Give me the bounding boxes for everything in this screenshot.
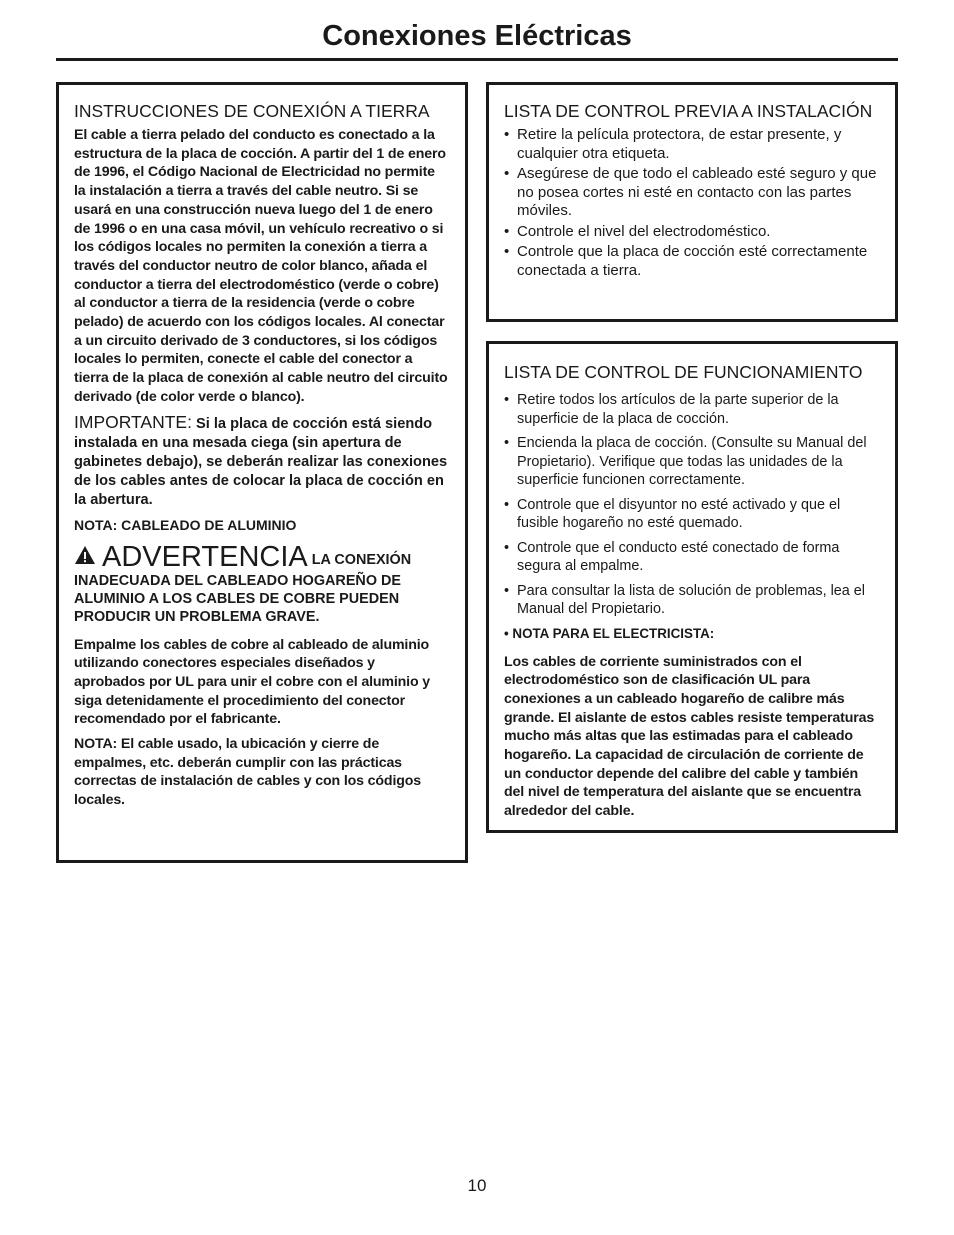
list-item: • Retire todos los artículos de la parte superior de la superficie de la placa de cocción. <box>504 392 839 427</box>
operation-checklist-box <box>486 341 898 833</box>
installation-note: NOTA: El cable usado, la ubicación y cierre de empalmes, etc. deberán cumplir con las prácticas correctas de instalación de cables y con los códigos locales. <box>74 736 422 809</box>
warning-heading: ADVERTENCIA <box>102 540 308 573</box>
grounding-instructions-box <box>56 82 468 863</box>
aluminum-wiring-note: NOTA: CABLEADO DE ALUMINIO <box>74 516 297 533</box>
page-title: Conexiones Eléctricas <box>322 20 632 52</box>
warning-block <box>74 542 449 626</box>
page-number: 10 <box>467 1176 487 1195</box>
list-item: • Controle que la placa de cocción esté correctamente conectada a tierra. <box>504 243 868 279</box>
list-item: • Para consultar la lista de solución de problemas, lea el Manual del Propietario. <box>504 582 865 617</box>
preinstall-checklist <box>504 126 879 280</box>
list-item: • Controle el nivel del electrodoméstico. <box>504 222 771 240</box>
list-item: • Asegúrese de que todo el cableado esté seguro y que no posea cortes ni esté en contacto con las partes móviles. <box>504 165 877 219</box>
grounding-instructions-title: INSTRUCCIONES DE CONEXIÓN A TIERRA <box>74 101 430 121</box>
electrician-note-text: Los cables de corriente suministrados con el electrodoméstico son de clasificación UL para conexiones a un cableado hogareño de calibre más grande. El aislante de estos cables resiste temperaturas mucho más altas que las estimadas para el cableado hogareño. La capacidad de circulación de corriente de un conductor depende del calibre del cable y también del nivel de temperatura del aislante que se encuentra alrededor del cable. <box>504 653 875 820</box>
operation-checklist-title: LISTA DE CONTROL DE FUNCIONAMIENTO <box>504 362 863 382</box>
important-text: Si la placa de cocción está siendo instalada en una mesada ciega (sin apertura de gabinetes debajo), se deberán realizar las conexiones de los cables antes de colocar la placa de cocción en la abertura. <box>74 415 448 508</box>
important-note <box>74 413 449 510</box>
operation-checklist <box>504 391 881 619</box>
list-item: • Controle que el disyuntor no esté activado y que el fusible hogareño no esté quemado. <box>504 496 841 531</box>
warning-triangle-icon <box>74 545 96 565</box>
grounding-paragraph: El cable a tierra pelado del conducto es conectado a la estructura de la placa de cocción. A partir del 1 de enero de 1996, el Código Nacional de Electricidad no permite la instalación a tierra a través del cable neutro. Si se usará en una construcción nueva luego del 1 de enero de 1996 o en una casa móvil, un vehículo recreativo o si los códigos locales no permiten la conexión a tierra a través del conductor neutro de color blanco, añada el conductor a tierra del electrodoméstico (verde o cobre) al conductor a tierra de la residencia (verde o cobre pelado) de acuerdo con los códigos locales. Al conectar a un circuito derivado de 3 conductores, si los códigos locales lo permiten, conecte el cable del conector a tierra de la placa de conexión al cable neutro del circuito derivado (de color verde o blanco). <box>74 127 448 405</box>
electrician-note-label: • NOTA PARA EL ELECTRICISTA: <box>504 625 715 641</box>
preinstall-checklist-title: LISTA DE CONTROL PREVIA A INSTALACIÓN <box>504 101 873 121</box>
important-label: IMPORTANTE: <box>74 411 192 432</box>
warning-text: LA CONEXIÓN INADECUADA DEL CABLEADO HOGAREÑO DE ALUMINIO A LOS CABLES DE COBRE PUEDEN PRODUCIR UN PROBLEMA GRAVE. <box>74 551 412 625</box>
title-divider <box>56 58 898 61</box>
list-item: • Controle que el conducto esté conectado de forma segura al empalme. <box>504 539 840 574</box>
splice-paragraph: Empalme los cables de cobre al cableado de aluminio utilizando conectores especiales diseñados y aprobados por UL para unir el cobre con el aluminio y siga detenidamente el procedimiento del conector recomendado por el fabricante. <box>74 636 431 728</box>
preinstall-checklist-box <box>486 82 898 322</box>
list-item: • Retire la película protectora, de estar presente, y cualquier otra etiqueta. <box>504 126 842 162</box>
list-item: • Encienda la placa de cocción. (Consulte su Manual del Propietario). Verifique que todas las unidades de la superficie funcionen correctamente. <box>504 435 867 488</box>
